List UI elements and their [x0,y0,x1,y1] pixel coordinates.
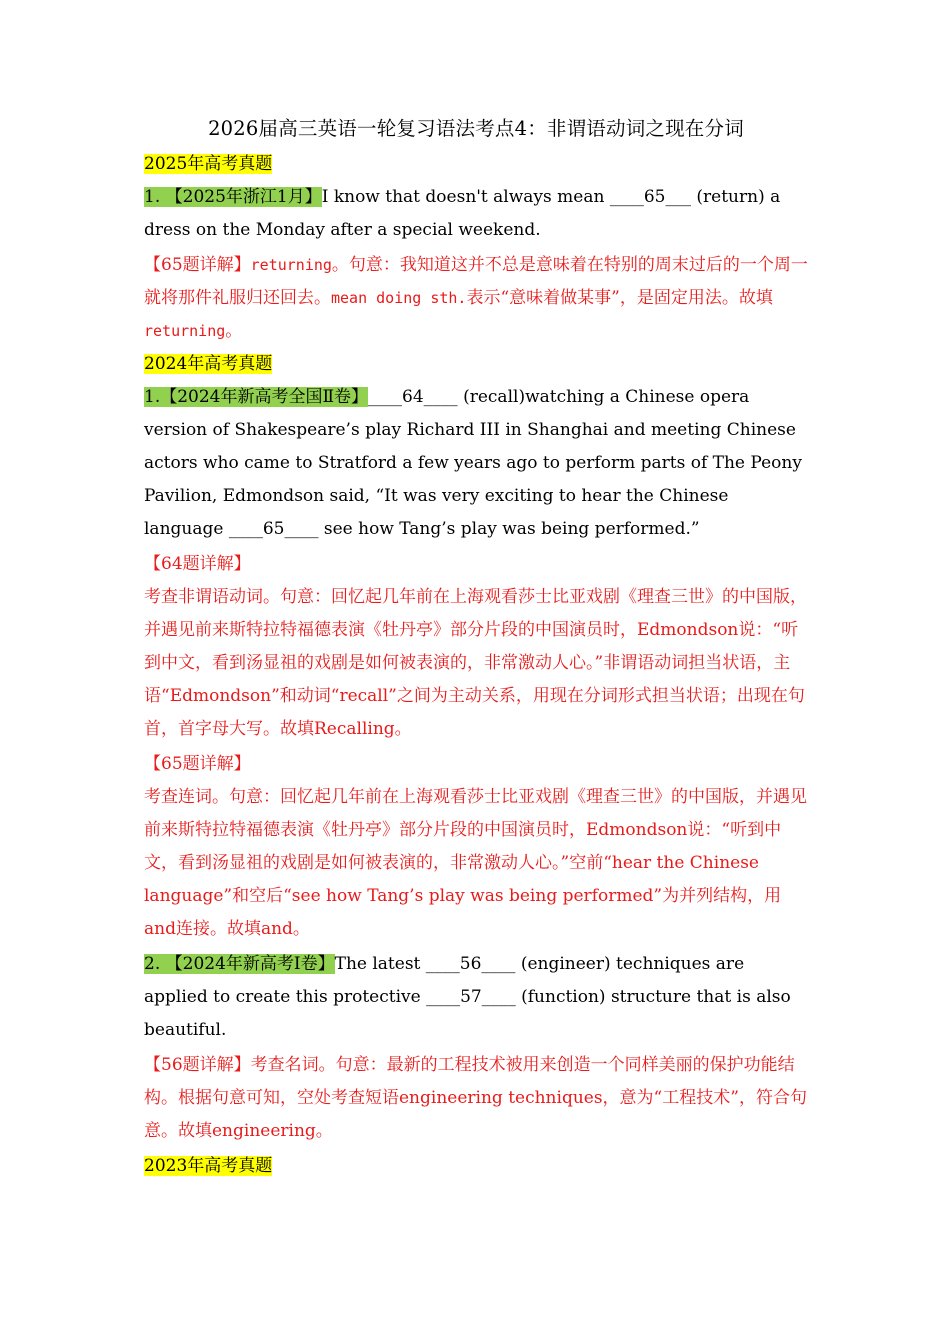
answer-blank-65: ____65____ [228,519,319,539]
question-2024-2 [144,948,808,1047]
explanation-label-65: 【65题详解】 [144,754,251,774]
question-text: I know that doesn't always mean [321,187,610,207]
section-heading-2023-text: 2023年高考真题 [144,1156,273,1176]
answer-blank-65: ____65___ [609,187,691,207]
explanation-answer: returning [144,322,226,340]
explanation-phrase: mean doing sth. [331,289,467,307]
explanation-text: 。 [225,321,243,341]
question-source: 1.【2024年新高考全国Ⅱ卷】 [144,387,369,407]
question-text: (return) a dress on the Monday after a special weekend. [144,187,781,240]
answer-blank-57: ____57____ [426,987,516,1007]
question-2025-1 [144,181,808,247]
question-text: see how Tang’s play was being performed.” [318,519,700,539]
explanation-2024-56 [144,1049,808,1148]
explanation-text: 表示“意味着做某事”，是固定用法。故填 [466,288,773,308]
explanation-answer: returning [250,256,332,274]
section-heading-2025-text: 2025年高考真题 [144,154,273,174]
question-2024-1 [144,381,808,546]
explanation-text: 。句意：我知道这并不总是意味着在特别的周末过后的一个周一就将那件礼服归还回去。 [144,255,808,308]
question-text: (recall)watching a Chinese opera version of Shakespeare’s play Richard III in Shanghai and meeting Chinese actors who came to Stratford a few years ago to perform parts of The Peony Pavilion, Edmondson said, “It was very exciting to hear the Chinese language [144,387,802,539]
answer-blank-56: ____56____ [425,954,516,974]
section-heading-2023 [144,1150,808,1183]
explanation-text: 考查名词。句意：最新的工程技术被用来创造一个同样美丽的保护功能结构。根据句意可知，空处考查短语engineering techniques，意为“工程技术”，符合句意。故填engineering。 [144,1055,807,1141]
section-heading-2024-text: 2024年高考真题 [144,354,273,374]
question-source: 2. 【2024年新高考I卷】 [144,954,335,974]
explanation-label: 【56题详解】 [144,1055,251,1075]
section-heading-2025 [144,148,808,181]
question-text: The latest [334,954,426,974]
explanation-2024-64: 考查非谓语动词。句意：回忆起几年前在上海观看莎士比亚戏剧《理查三世》的中国版，并遇见前来斯特拉特福德表演《牡丹亭》部分片段的中国演员时，Edmondson说：“听到中文，看到汤显祖的戏剧是如何被表演的，非常激动人心。”非谓语动词担当状语，主语“Edmondson”和动词“recall”之间为主动关系，用现在分词形式担当状语；出现在句首，首字母大写。故填Recalling。 [144,587,807,739]
explanation-label-64: 【64题详解】 [144,554,251,574]
question-source: 1. 【2025年浙江1月】 [144,187,322,207]
question-text: (function) structure that is also beautiful. [144,987,791,1040]
explanation-2024-65: 考查连词。句意：回忆起几年前在上海观看莎士比亚戏剧《理查三世》的中国版，并遇见前来斯特拉特福德表演《牡丹亭》部分片段的中国演员时，Edmondson说：“听到中文，看到汤显祖的戏剧是如何被表演的，非常激动人心。”空前“hear the Chinese language”和空后“see how Tang’s play was being performed”为并列结构，用and连接。故填and。 [144,787,807,939]
answer-blank-64: ____64____ [368,387,458,407]
section-heading-2024 [144,348,808,381]
document-title: 2026届高三英语一轮复习语法考点4：非谓语动词之现在分词 [208,117,744,140]
explanation-2025-65 [144,249,808,348]
explanation-label: 【65题详解】 [144,255,251,275]
document-page [144,112,808,1183]
question-text: (engineer) techniques are applied to create this protective [144,954,745,1007]
